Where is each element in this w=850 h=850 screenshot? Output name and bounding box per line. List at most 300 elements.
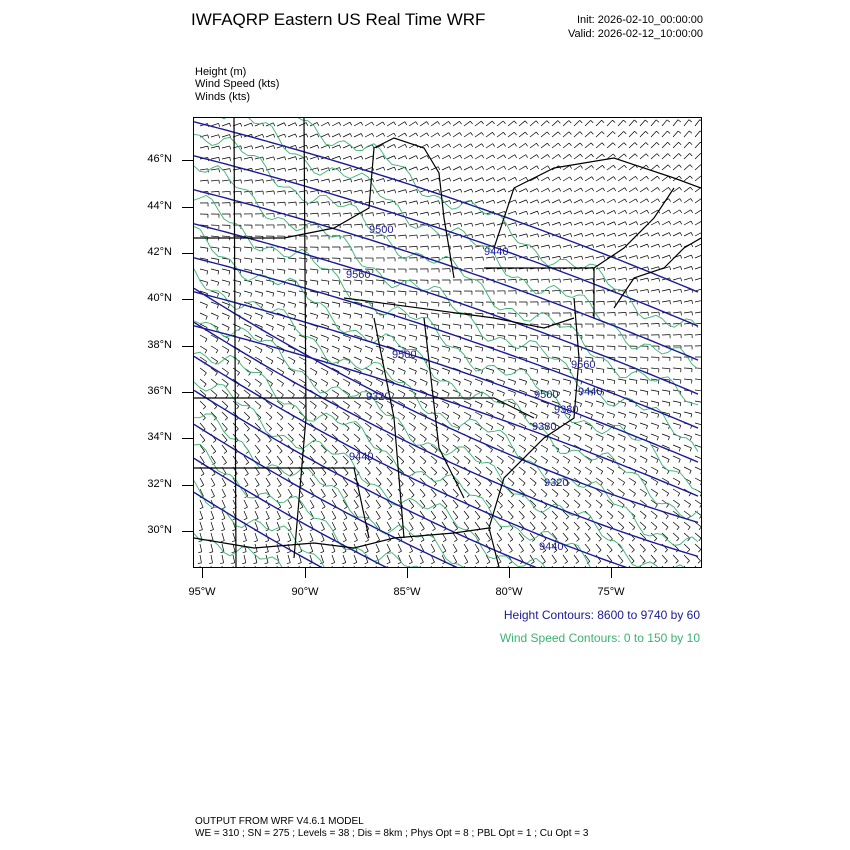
wind-barb (629, 357, 637, 361)
wind-barb (662, 434, 670, 440)
wind-barb (651, 165, 659, 170)
wind-barb (519, 434, 526, 441)
wind-barb (651, 199, 660, 203)
wind-barb (629, 390, 637, 395)
wind-barb (398, 412, 405, 419)
wind-barb (288, 423, 294, 431)
wind-barb (552, 143, 561, 148)
wind-barb (365, 368, 372, 375)
wind-barb (684, 522, 690, 530)
wind-barb (497, 434, 504, 441)
wind-barb (277, 269, 285, 274)
wind-barb (365, 324, 373, 330)
wind-barb (640, 188, 649, 192)
wind-barb (563, 566, 567, 567)
wind-barb (640, 131, 648, 137)
wind-barb (353, 566, 356, 567)
wind-barb (618, 188, 627, 192)
wind-barb (596, 412, 604, 418)
wind-barb (695, 232, 701, 236)
wind-barb (673, 221, 682, 225)
wind-barb (563, 489, 569, 497)
wind-barb (640, 566, 645, 567)
wind-barb (530, 222, 539, 225)
wind-barb (607, 544, 612, 552)
wind-barb (607, 131, 615, 137)
wind-barb (596, 290, 604, 294)
wind-barb (651, 390, 659, 395)
lat-label: 44°N (147, 200, 172, 212)
wind-barb (651, 423, 659, 429)
wind-barb (409, 423, 416, 431)
lat-label: 38°N (147, 339, 172, 351)
wind-barb (354, 324, 362, 330)
wind-barb (222, 478, 226, 487)
wind-barb (497, 533, 502, 542)
wind-barb (508, 166, 517, 170)
wind-barb (519, 155, 528, 159)
wind-barb (629, 566, 634, 567)
wind-barb (275, 566, 279, 567)
wind-barb (662, 131, 670, 137)
wind-barb (684, 232, 693, 236)
wind-barb (541, 211, 550, 214)
wind-barb (453, 291, 461, 295)
wind-barb (211, 489, 215, 498)
wind-barb (563, 555, 568, 564)
wind-barb (387, 144, 396, 148)
wind-barb (453, 489, 458, 497)
wind-barb (288, 390, 294, 398)
wind-barb (585, 566, 590, 567)
wind-barb (376, 500, 381, 509)
wind-barb (211, 280, 219, 286)
wind-barb (321, 489, 325, 498)
wind-barb (255, 368, 262, 375)
wind-barb (343, 379, 350, 386)
wind-barb (288, 500, 292, 509)
wind-barb (695, 334, 701, 338)
wind-barb (354, 434, 360, 442)
wind-barb (277, 522, 280, 531)
wind-barb (530, 511, 535, 519)
wind-barb (420, 434, 426, 442)
wind-barb (629, 544, 634, 552)
wind-barb (552, 313, 560, 317)
wind-barb (431, 434, 437, 442)
wind-barb (420, 555, 423, 564)
wind-barb (475, 533, 480, 542)
wind-barb (332, 291, 340, 296)
wind-barb (596, 279, 605, 283)
wind-barb (244, 157, 253, 160)
wind-barb (200, 346, 207, 353)
wind-barb (376, 247, 384, 251)
wind-barb (288, 335, 295, 341)
wind-barb (563, 245, 572, 248)
wind-barbs (198, 120, 701, 567)
wind-barb (508, 456, 514, 464)
model-info-line1: OUTPUT FROM WRF V4.6.1 MODEL (195, 816, 364, 827)
wind-barb (541, 154, 550, 159)
wind-barb (640, 522, 646, 530)
wind-barb (409, 368, 416, 374)
wind-barb (530, 302, 538, 306)
wind-barb (629, 199, 638, 203)
wind-barb (574, 555, 579, 564)
wind-barb (574, 456, 581, 463)
wind-barb (541, 132, 549, 137)
wind-barb (343, 190, 352, 194)
wind-barb (420, 379, 427, 386)
wind-barb (673, 120, 681, 126)
wind-barb (574, 211, 583, 214)
wind-barb (508, 335, 516, 340)
wind-barb (640, 154, 648, 159)
wind-barb (354, 500, 358, 509)
wind-barb (199, 511, 202, 520)
wind-barb (574, 154, 583, 159)
wind-barb (222, 434, 227, 442)
wind-barb (387, 167, 396, 170)
wind-barb (321, 134, 330, 137)
wind-barb (684, 210, 693, 214)
wind-barb (651, 323, 659, 327)
wind-barb (398, 390, 405, 397)
wind-barb (321, 145, 330, 148)
wind-barb (673, 244, 682, 247)
wind-barb (387, 555, 390, 564)
wind-barb (618, 423, 625, 429)
wind-barb (255, 191, 263, 195)
wind-barb (651, 312, 659, 316)
wind-barb (266, 157, 275, 160)
wind-barb (222, 456, 227, 465)
wind-barb (673, 423, 681, 429)
wind-barb (475, 302, 483, 306)
wind-barb (200, 146, 209, 149)
lat-tick (182, 207, 193, 208)
wind-barb (244, 146, 253, 149)
wind-barb (574, 120, 582, 126)
wind-barb (233, 390, 239, 398)
wind-barb (255, 146, 264, 149)
wind-barb (662, 165, 670, 170)
wind-barb (519, 189, 528, 192)
wind-barb (431, 144, 440, 148)
wind-barb (618, 412, 626, 418)
wind-barb (222, 123, 231, 126)
wind-barb (464, 257, 472, 261)
wind-barb (486, 144, 495, 148)
wind-barb (376, 544, 379, 553)
wind-barb (475, 445, 482, 453)
wind-barb (530, 132, 538, 137)
wind-barb (200, 313, 207, 320)
wind-barb (563, 357, 571, 362)
wind-barb (486, 268, 494, 272)
wind-barb (387, 258, 395, 262)
wind-barb (541, 222, 550, 225)
wind-barb (332, 346, 339, 352)
wind-barb (232, 533, 235, 542)
wind-barb (376, 434, 382, 442)
wind-barb (277, 168, 286, 171)
wind-barb (222, 412, 228, 420)
wind-barb (453, 121, 462, 126)
wind-barb (354, 156, 363, 159)
wind-barb (695, 255, 701, 258)
wind-barb (266, 280, 274, 285)
wind-barb (629, 290, 638, 294)
wind-barb (552, 211, 561, 214)
height-contours (194, 122, 698, 567)
wind-barb (354, 346, 361, 352)
wind-barb (420, 235, 428, 239)
lat-tick (182, 438, 193, 439)
wind-barb (585, 199, 594, 203)
wind-barb (640, 324, 648, 328)
wind-barb (342, 566, 345, 567)
wind-barb (354, 489, 359, 498)
wind-barb (409, 201, 418, 204)
lat-label: 42°N (147, 246, 172, 258)
wind-barb (387, 190, 396, 193)
wind-barb (342, 555, 345, 564)
wind-barb (695, 131, 701, 137)
wind-barb (442, 390, 449, 397)
wind-barb (299, 390, 306, 398)
contour-label: 9500 (392, 349, 417, 361)
wind-barb (277, 123, 286, 126)
wind-barb (684, 368, 692, 372)
wind-barb (375, 566, 378, 567)
wind-barb (519, 478, 525, 486)
wind-barb (684, 176, 692, 181)
wind-barb (255, 202, 263, 206)
wind-barb (343, 412, 349, 420)
wind-barb (651, 357, 659, 361)
wind-barb (231, 555, 235, 564)
wind-barb (277, 302, 285, 308)
wind-barb (651, 120, 659, 126)
wind-barb (684, 300, 693, 304)
wind-barb (365, 247, 373, 251)
contour-label: 9440 (578, 386, 603, 398)
wind-barb (475, 566, 479, 567)
wind-barb (552, 200, 561, 203)
wind-barb (343, 434, 349, 442)
wind-barb (420, 178, 429, 181)
wind-barb (354, 401, 361, 408)
wind-barb (343, 134, 352, 137)
wind-barb (265, 544, 268, 553)
wind-barb (200, 269, 208, 274)
wind-barb (420, 246, 428, 250)
wind-barb (409, 445, 415, 453)
weather-map (194, 118, 701, 567)
wind-barb (695, 467, 701, 474)
wind-barb (519, 368, 527, 374)
wind-barb (607, 222, 616, 225)
wind-barb (552, 379, 560, 385)
wind-barb (365, 156, 374, 159)
wind-barb (211, 390, 217, 398)
wind-barb (266, 511, 269, 520)
wind-barb (508, 533, 513, 542)
wind-barb (409, 335, 417, 341)
wind-barb (530, 522, 535, 530)
wind-barb (563, 434, 570, 441)
wind-barb (541, 143, 550, 148)
wind-barb (200, 379, 206, 387)
wind-barb (673, 456, 680, 463)
wind-barb (309, 544, 312, 553)
wind-barb (684, 467, 691, 474)
wind-barb (376, 291, 384, 296)
wind-barb (563, 154, 572, 159)
wind-barb (563, 233, 572, 236)
wind-barb (288, 291, 296, 296)
wind-barb (464, 423, 471, 430)
wind-barb (596, 500, 602, 508)
wind-barb (343, 302, 351, 307)
wind-barb (673, 278, 682, 281)
wind-barb (640, 555, 645, 563)
wind-barb (442, 346, 450, 352)
wind-barb (629, 120, 637, 126)
wind-barb (211, 269, 219, 274)
wind-barb (453, 412, 460, 419)
wind-barb (618, 176, 627, 181)
wind-barb (453, 533, 457, 542)
wind-barb (222, 324, 229, 331)
wind-barb (618, 390, 626, 395)
lon-label: 85°W (393, 586, 421, 598)
wind-barb (651, 566, 656, 567)
wind-barb (431, 335, 439, 340)
wind-barb (497, 121, 505, 126)
wind-barb (222, 346, 229, 353)
wind-barb (475, 121, 484, 126)
wind-barb (332, 456, 337, 464)
contour-label: 9500 (534, 389, 559, 401)
wind-barb (255, 291, 263, 297)
wind-barb (552, 555, 557, 564)
wind-barb (475, 346, 483, 351)
wind-barb (486, 489, 492, 497)
wind-barb (299, 134, 308, 137)
wind-barb (387, 122, 396, 126)
wind-barb (684, 379, 692, 383)
wind-barb (508, 132, 517, 137)
wind-barb (431, 280, 439, 284)
wind-barb (409, 190, 418, 193)
wind-barb (321, 202, 329, 206)
wind-barb (640, 544, 645, 552)
wind-barb (442, 155, 451, 159)
wind-barb (310, 179, 319, 182)
wind-barb (486, 155, 495, 159)
wind-barb (596, 154, 605, 159)
wind-barb (563, 467, 570, 475)
wind-barb (321, 122, 330, 126)
wind-barb (376, 156, 385, 159)
wind-barb (607, 301, 615, 305)
wind-barb (211, 478, 215, 487)
wind-barb (497, 390, 504, 396)
wind-barb (332, 511, 336, 520)
wind-barb (519, 234, 528, 237)
wind-barb (211, 135, 220, 138)
wind-barb (530, 346, 538, 351)
wind-barb (629, 176, 638, 181)
lon-label: 95°W (188, 586, 216, 598)
wind-barb (585, 522, 591, 530)
wind-barb (585, 401, 593, 407)
wind-barb (211, 146, 220, 149)
wind-barb (640, 445, 647, 452)
wind-barb (376, 133, 385, 137)
wind-barb (453, 178, 462, 181)
wind-barb (563, 188, 572, 192)
wind-barb (574, 522, 580, 530)
wind-barb (277, 412, 283, 420)
wind-barb (365, 313, 373, 318)
wind-barb (222, 489, 226, 498)
wind-barb (277, 478, 281, 487)
wind-barb (640, 289, 649, 293)
wind-barb (541, 256, 550, 260)
wind-barb (574, 290, 582, 294)
wind-barb (497, 302, 505, 306)
wind-barb (629, 335, 637, 339)
wind-barb (552, 256, 561, 260)
wind-barb (497, 144, 506, 148)
wind-barb (497, 155, 506, 159)
valid-time: Valid: 2026-02-12_10:00:00 (568, 28, 703, 40)
wind-barb (508, 302, 516, 306)
wind-barb (475, 401, 482, 408)
wind-barb (541, 379, 549, 385)
wind-barb (354, 423, 360, 431)
wind-barb (486, 121, 495, 126)
wind-barb (629, 456, 636, 463)
wind-barb (222, 313, 229, 319)
wind-barb (530, 121, 538, 126)
wind-barb (563, 279, 571, 283)
wind-barb (464, 412, 471, 419)
wind-barb (398, 445, 404, 453)
wind-barb (255, 134, 264, 137)
wind-barb (288, 123, 297, 126)
wind-barb (618, 222, 627, 225)
wind-barb (242, 566, 246, 567)
wind-barb (486, 434, 493, 441)
wind-barb (354, 179, 363, 182)
wind-barb (574, 143, 582, 148)
wind-barb (662, 154, 670, 159)
wind-barb (563, 522, 568, 530)
wind-barb (409, 555, 412, 564)
wind-barb (332, 122, 341, 126)
wind-barb (409, 500, 414, 509)
wind-barb (464, 280, 472, 284)
wind-barb (343, 179, 352, 182)
wind-barb (497, 324, 505, 328)
wind-barb (398, 133, 407, 137)
wind-barb (288, 456, 293, 464)
